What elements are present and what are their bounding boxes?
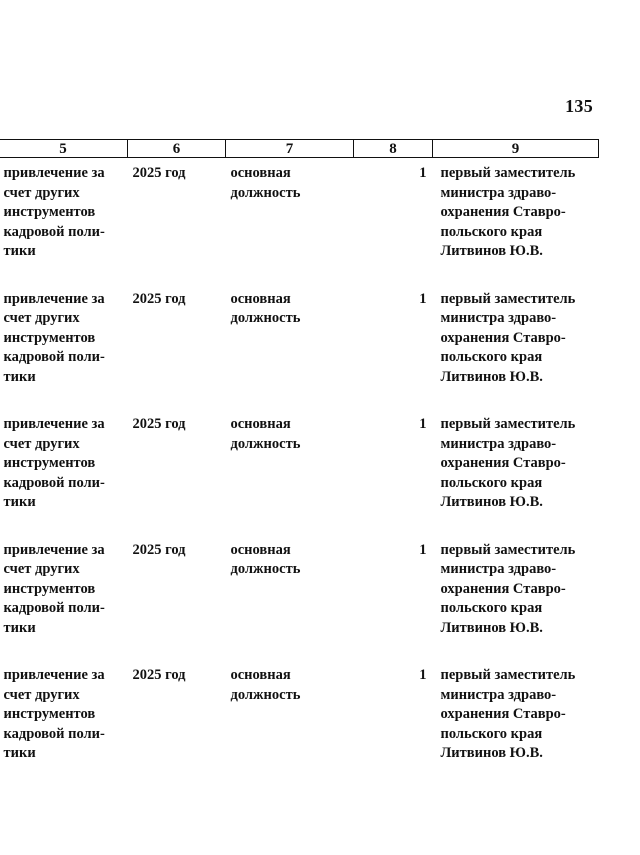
table-header-row <box>0 140 599 158</box>
attraction-method-cell: привлечение за счет других инструментов кадровой поли- тики <box>3 165 105 259</box>
table-row <box>0 409 599 535</box>
responsible-person-cell: первый заместитель министра здраво- охранения Ставро- польского края Литвинов Ю.В. <box>440 541 576 636</box>
year-cell: 2025 год <box>132 165 186 181</box>
responsible-person-cell: первый заместитель министра здраво- охранения Ставро- польского края Литвинов Ю.В. <box>440 165 576 259</box>
attraction-method-cell: привлечение за счет других инструментов кадровой поли- тики <box>3 541 105 636</box>
attraction-method-cell: привлечение за счет других инструментов кадровой поли- тики <box>3 416 105 510</box>
position-type-cell: основная должность <box>230 667 301 703</box>
count-cell: 1 <box>419 416 427 432</box>
year-cell: 2025 год <box>132 290 186 307</box>
position-type-cell: основная должность <box>230 290 301 326</box>
position-type-cell: основная должность <box>230 165 301 201</box>
year-cell: 2025 год <box>132 416 186 432</box>
column-header-7: 7 <box>226 140 354 158</box>
page-number: 135 <box>565 96 593 116</box>
responsible-person-cell: первый заместитель министра здраво- охранения Ставро- польского края Литвинов Ю.В. <box>440 290 576 385</box>
year-cell: 2025 год <box>132 667 186 683</box>
column-header-5: 5 <box>0 140 128 158</box>
table-row <box>0 158 599 284</box>
column-header-6: 6 <box>128 140 226 158</box>
count-cell: 1 <box>419 165 427 181</box>
staffing-table <box>0 139 599 786</box>
table-row <box>0 284 599 410</box>
responsible-person-cell: первый заместитель министра здраво- охранения Ставро- польского края Литвинов Ю.В. <box>440 416 576 510</box>
column-header-8: 8 <box>354 140 433 158</box>
count-cell: 1 <box>419 541 427 558</box>
column-header-9: 9 <box>433 140 599 158</box>
attraction-method-cell: привлечение за счет других инструментов кадровой поли- тики <box>3 290 105 385</box>
count-cell: 1 <box>419 667 427 683</box>
attraction-method-cell: привлечение за счет других инструментов кадровой поли- тики <box>3 667 105 761</box>
position-type-cell: основная должность <box>230 416 301 452</box>
table-row <box>0 660 599 786</box>
responsible-person-cell: первый заместитель министра здраво- охранения Ставро- польского края Литвинов Ю.В. <box>440 667 576 761</box>
count-cell: 1 <box>419 290 427 307</box>
table-row <box>0 535 599 661</box>
position-type-cell: основная должность <box>230 541 301 577</box>
year-cell: 2025 год <box>132 541 186 558</box>
